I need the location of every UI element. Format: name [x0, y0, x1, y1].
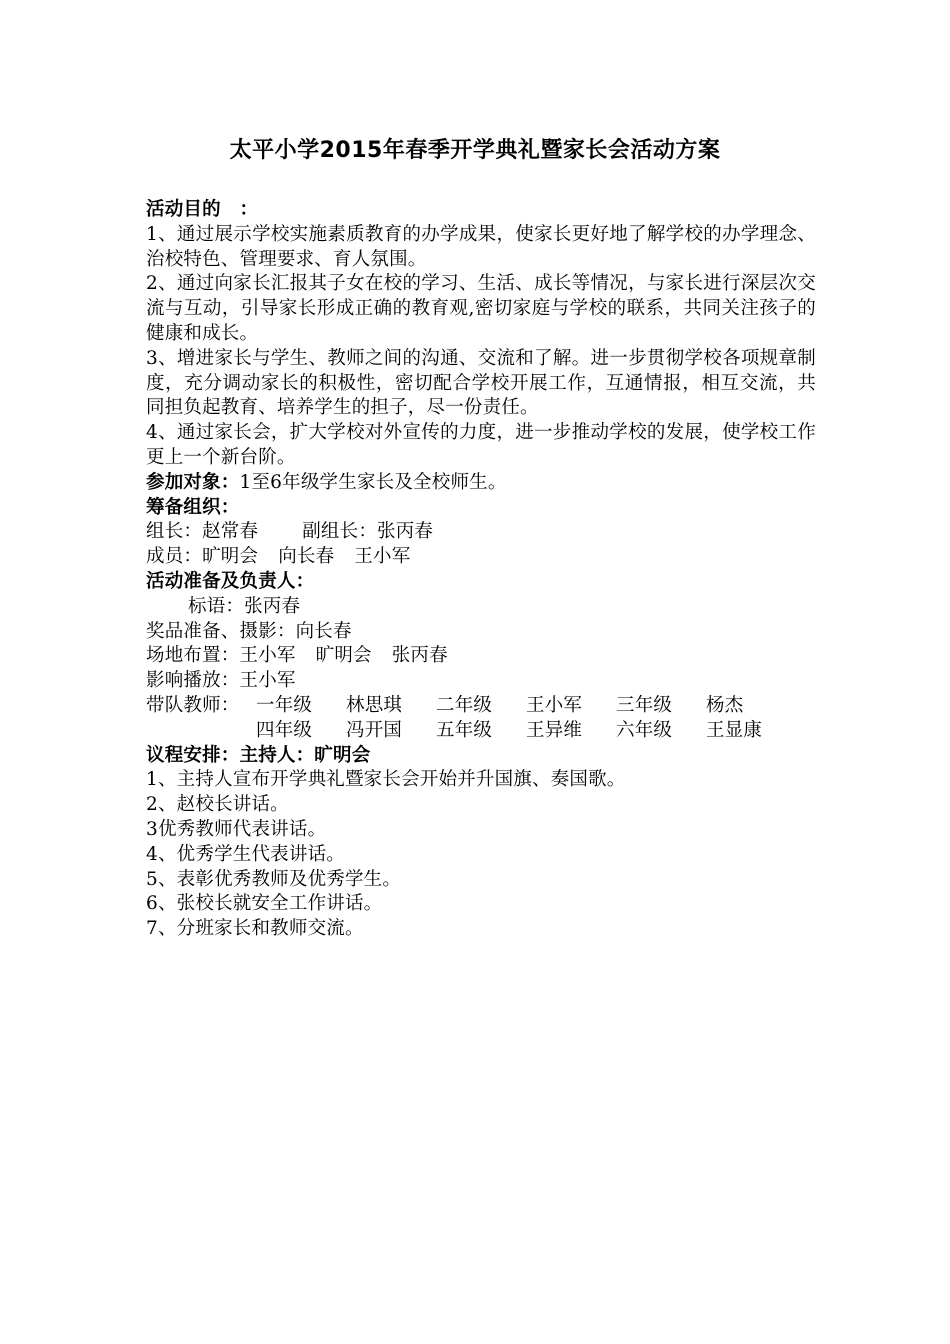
slogan-owner: 张丙春 [244, 595, 301, 617]
agenda-item: 1、主持人宣布开学典礼暨家长会开始并升国旗、奏国歌。 [146, 769, 626, 791]
teachers-cell: 杨杰 [706, 694, 744, 716]
purpose-item-3: 3、增进家长与学生、教师之间的沟通、交流和了解。进一步贯彻学校各项规章制度，充分调动家长的积极性，密切配合学校开展工作，互通情报，相互交流，共同担负起教育、培养学生的担子，尽一份责任。 [146, 347, 816, 419]
agenda-item: 2、赵校长讲话。 [146, 794, 289, 816]
venue-owner: 旷明会 [315, 645, 372, 667]
deputy-name: 张丙春 [377, 521, 434, 543]
venue-owner: 王小军 [239, 645, 296, 667]
purpose-item-4: 4、通过家长会，扩大学校对外宣传的力度，进一步推动学校的发展，使学校工作更上一个新台阶。 [146, 422, 816, 468]
participants-label: 参加对象： [146, 471, 240, 493]
purpose-item-1: 1、通过展示学校实施素质教育的办学成果，使家长更好地了解学校的办学理念、治校特色、管理要求、育人氛围。 [146, 223, 816, 270]
participants-line [146, 471, 816, 496]
teachers-cell: 二年级 [436, 694, 493, 716]
venue-owner: 张丙春 [391, 645, 448, 667]
teachers-cell: 六年级 [616, 719, 673, 741]
agenda-heading: 议程安排：主持人：旷明会 [146, 744, 371, 766]
teachers-label: 带队教师： [146, 694, 240, 716]
members-label: 成员： [146, 546, 203, 568]
teachers-cell: 四年级 [256, 719, 313, 741]
teachers-cell: 王小军 [526, 694, 583, 716]
agenda-item: 5、表彰优秀教师及优秀学生。 [146, 868, 402, 890]
document-title: 太平小学2015年春季开学典礼暨家长会活动方案 [229, 138, 721, 163]
teachers-cell: 王显康 [706, 719, 763, 741]
leader-name: 赵常春 [202, 521, 259, 543]
preparation-heading: 活动准备及负责人： [146, 570, 315, 592]
prizes-owner: 向长春 [295, 620, 352, 642]
prizes-label: 奖品准备、摄影： [146, 620, 296, 642]
organization-heading: 筹备组织： [146, 496, 240, 518]
slogan-label: 标语： [188, 595, 245, 617]
participants-value: 1至6年级学生家长及全校师生。 [239, 471, 507, 493]
teachers-cell: 五年级 [436, 719, 493, 741]
member-name: 向长春 [278, 546, 335, 568]
member-name: 王小军 [354, 546, 411, 568]
organization-members [146, 545, 816, 570]
agenda-item: 3优秀教师代表讲话。 [146, 818, 327, 840]
organization-leaders [146, 520, 816, 545]
leader-label: 组长： [146, 521, 203, 543]
teachers-cell: 冯开国 [346, 719, 403, 741]
venue-line [146, 644, 816, 669]
teachers-table [146, 694, 816, 744]
teachers-cell: 王异维 [526, 719, 583, 741]
venue-label: 场地布置： [146, 645, 240, 667]
deputy-label: 副组长： [302, 521, 378, 543]
teachers-cell: 一年级 [256, 694, 313, 716]
purpose-item-2: 2、通过向家长汇报其子女在校的学习、生活、成长等情况，与家长进行深层次交流与互动，引导家长形成正确的教育观,密切家庭与学校的联系，共同关注孩子的健康和成长。 [146, 273, 816, 344]
slogan-line [146, 595, 816, 620]
audio-owner: 王小军 [239, 670, 296, 692]
audio-label: 影响播放： [146, 670, 240, 692]
audio-line [146, 669, 816, 694]
teachers-cell: 三年级 [616, 694, 673, 716]
agenda-item: 4、优秀学生代表讲话。 [146, 843, 345, 865]
agenda-item: 6、张校长就安全工作讲话。 [146, 893, 383, 915]
agenda-item: 7、分班家长和教师交流。 [146, 918, 364, 940]
teachers-cell: 林思琪 [346, 694, 403, 716]
purpose-heading: 活动目的 ： [146, 199, 259, 220]
prizes-line [146, 620, 816, 645]
document-body [146, 198, 816, 942]
member-name: 旷明会 [202, 546, 259, 568]
